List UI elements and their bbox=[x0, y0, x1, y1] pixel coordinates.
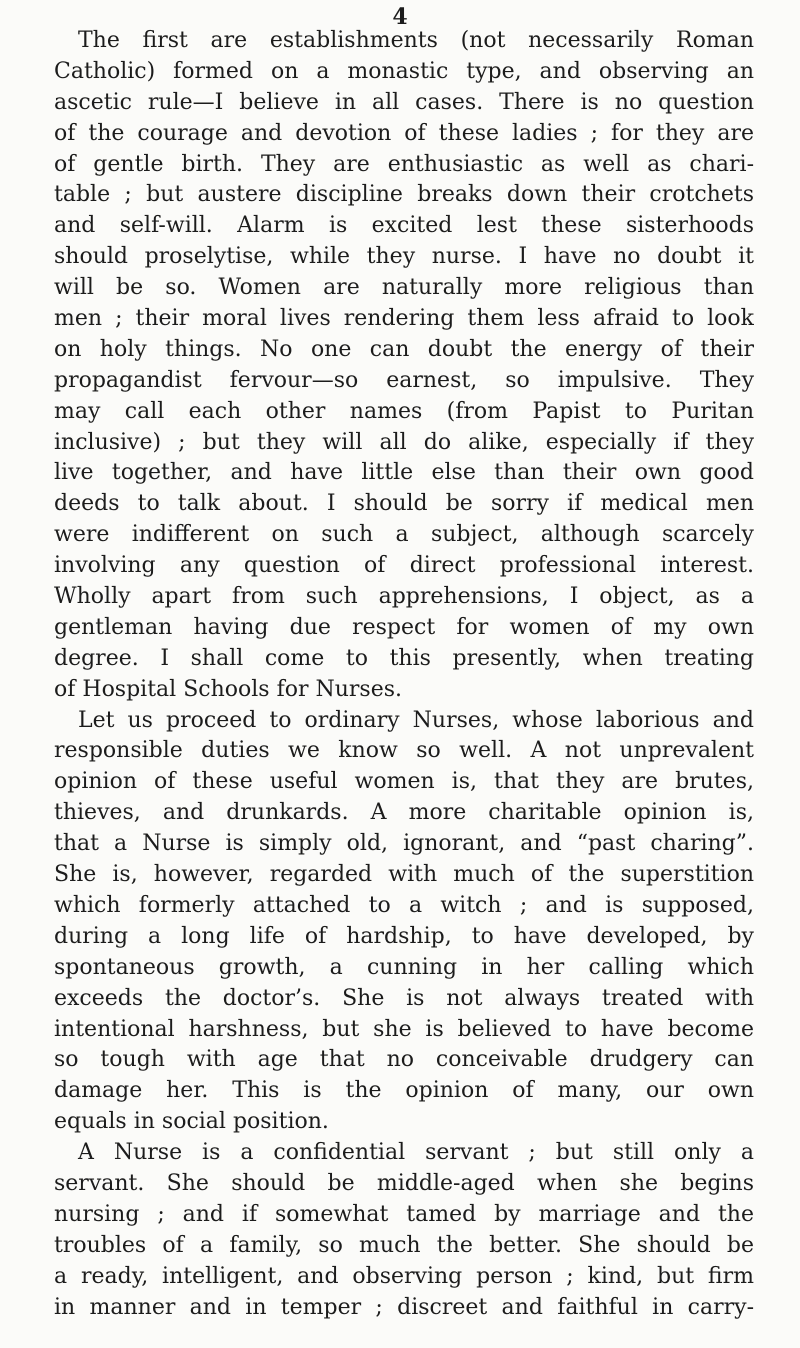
text-line: servant. She should be middle-aged when she begins bbox=[54, 1170, 754, 1196]
text-line: a ready, intelligent, and observing person ; kind, but firm bbox=[54, 1263, 754, 1289]
text-line: A Nurse is a confidential servant ; but still only a bbox=[78, 1140, 754, 1166]
body-text bbox=[54, 26, 754, 1323]
text-line: so tough with age that no conceivable drudgery can bbox=[54, 1047, 754, 1073]
text-line: exceeds the doctor’s. She is not always treated with bbox=[54, 985, 754, 1011]
text-line: men ; their moral lives rendering them less afraid to look bbox=[54, 306, 754, 332]
page-number: 4 bbox=[392, 4, 408, 30]
text-line: propagandist fervour—so earnest, so impulsive. They bbox=[54, 367, 754, 393]
text-line: live together, and have little else than their own good bbox=[54, 460, 754, 486]
text-line: opinion of these useful women is, that they are brutes, bbox=[54, 769, 754, 795]
text-line: gentleman having due respect for women of my own bbox=[54, 614, 754, 640]
text-line: involving any question of direct professional interest. bbox=[54, 553, 754, 579]
text-line: ascetic rule—I believe in all cases. There is no question bbox=[54, 89, 754, 115]
text-line: equals in social position. bbox=[54, 1109, 329, 1135]
text-line: Catholic) formed on a monastic type, and observing an bbox=[54, 58, 754, 84]
text-line: She is, however, regarded with much of the superstition bbox=[54, 862, 754, 888]
text-line: The first are establishments (not necessarily Roman bbox=[78, 28, 754, 53]
text-line: may call each other names (from Papist to Puritan bbox=[54, 398, 754, 424]
text-line: inclusive) ; but they will all do alike, especially if they bbox=[54, 429, 754, 455]
text-line: Wholly apart from such apprehensions, I object, as a bbox=[54, 584, 754, 610]
text-line: Let us proceed to ordinary Nurses, whose laborious and bbox=[78, 707, 754, 733]
text-line: table ; but austere discipline breaks down their crotchets bbox=[54, 182, 754, 208]
text-line: nursing ; and if somewhat tamed by marriage and the bbox=[54, 1201, 754, 1227]
text-line: degree. I shall come to this presently, when treating bbox=[54, 645, 754, 671]
text-line: were indifferent on such a subject, although scarcely bbox=[54, 522, 754, 548]
text-line: responsible duties we know so well. A not unprevalent bbox=[54, 738, 754, 764]
text-line: of Hospital Schools for Nurses. bbox=[54, 676, 403, 702]
text-line: should proselytise, while they nurse. I have no doubt it bbox=[54, 244, 754, 270]
text-line: which formerly attached to a witch ; and is supposed, bbox=[54, 892, 754, 918]
text-line: intentional harshness, but she is believed to have become bbox=[54, 1016, 754, 1042]
text-line: in manner and in temper ; discreet and faithful in carry- bbox=[54, 1294, 754, 1320]
text-line: will be so. Women are naturally more religious than bbox=[54, 275, 754, 301]
text-line: of gentle birth. They are enthusiastic as well as chari- bbox=[54, 151, 754, 177]
text-line: spontaneous growth, a cunning in her calling which bbox=[54, 954, 754, 980]
text-line: of the courage and devotion of these ladies ; for they are bbox=[54, 120, 754, 146]
text-line: and self-will. Alarm is excited lest these sisterhoods bbox=[54, 213, 754, 239]
text-line: damage her. This is the opinion of many, our own bbox=[54, 1078, 754, 1104]
text-line: that a Nurse is simply old, ignorant, and “past charing”. bbox=[54, 831, 754, 857]
text-line: during a long life of hardship, to have developed, by bbox=[54, 923, 754, 949]
text-line: thieves, and drunkards. A more charitable opinion is, bbox=[54, 800, 754, 826]
text-line: troubles of a family, so much the better. She should be bbox=[54, 1232, 754, 1258]
text-line: on holy things. No one can doubt the energy of their bbox=[54, 336, 754, 362]
text-line: deeds to talk about. I should be sorry if medical men bbox=[54, 491, 754, 517]
